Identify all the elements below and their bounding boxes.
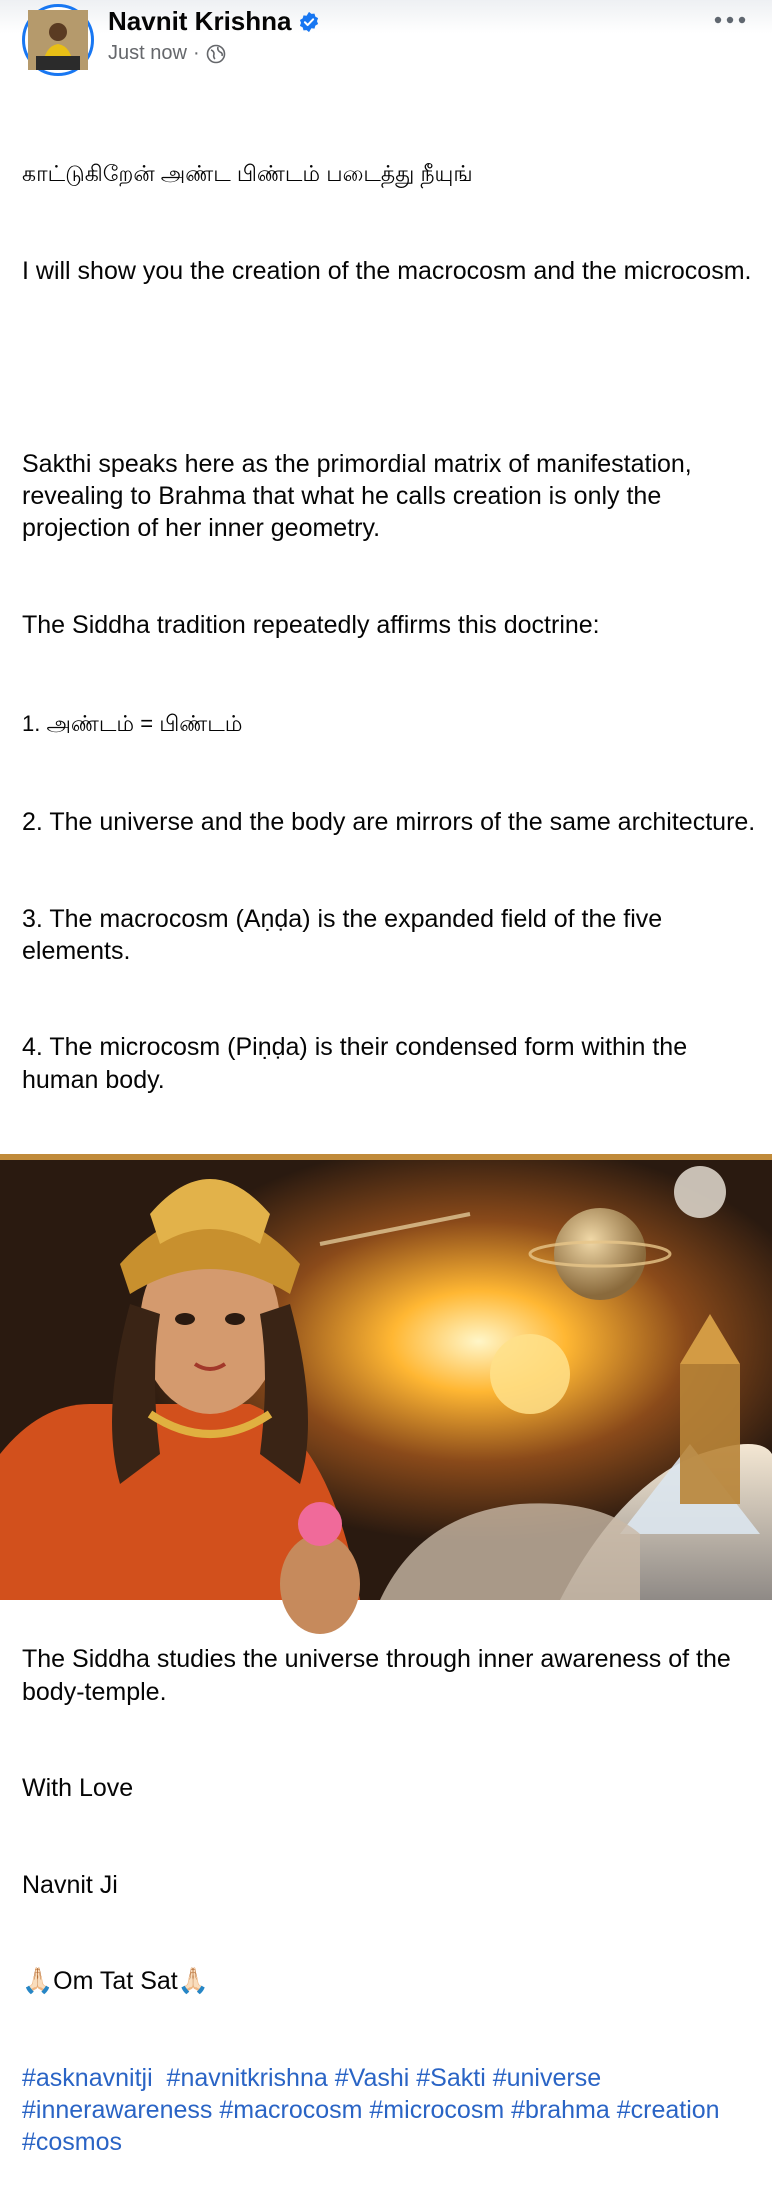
closing-line: The Siddha studies the universe through inner awareness of the body-temple. xyxy=(22,1645,738,1706)
hashtag[interactable]: #microcosm xyxy=(369,2096,505,2125)
meta-separator: · xyxy=(192,42,200,64)
avatar-photo xyxy=(28,10,88,70)
hashtag[interactable]: #cosmos xyxy=(22,2128,123,2157)
list-item-1: 1. அண்டம் = பிண்டம் xyxy=(22,710,243,736)
globe-icon[interactable] xyxy=(206,44,226,64)
post-line-doctrine: The Siddha tradition repeatedly affirms this doctrine: xyxy=(22,611,600,640)
avatar[interactable] xyxy=(22,4,94,76)
post-timestamp[interactable]: Just now xyxy=(108,42,187,64)
hashtag-list xyxy=(22,2062,762,2159)
blank-line xyxy=(22,351,762,383)
hashtag[interactable]: #brahma xyxy=(511,2096,610,2125)
post-header xyxy=(0,0,772,84)
post-body xyxy=(22,94,762,2191)
hashtag[interactable]: #universe xyxy=(492,2063,602,2092)
signature-line-2: Navnit Ji xyxy=(22,1870,118,1899)
hashtag[interactable]: #Sakti xyxy=(416,2063,486,2092)
hashtag[interactable]: #Vashi xyxy=(334,2063,410,2092)
post-line-1: I will show you the creation of the macrocosm and the microcosm. xyxy=(22,256,752,285)
hashtag[interactable]: #navnitkrishna xyxy=(166,2063,328,2092)
tamil-title: காட்டுகிறேன் அண்ட பிண்டம் படைத்து நீயுங் xyxy=(22,161,473,187)
verified-badge-icon xyxy=(298,11,320,33)
signature-line-1: With Love xyxy=(22,1774,134,1803)
hashtag[interactable]: #macrocosm xyxy=(219,2096,363,2125)
om-tat-sat-line: 🙏🏻Om Tat Sat🙏🏻 xyxy=(22,1967,209,1996)
hashtag[interactable]: #innerawareness xyxy=(22,2096,213,2125)
hashtag[interactable]: #creation xyxy=(616,2096,720,2125)
list-item-3: 3. The macrocosm (Aṇḍa) is the expanded field of the five elements. xyxy=(22,904,670,965)
list-item-4: 4. The microcosm (Piṇḍa) is their condensed form within the human body. xyxy=(22,1033,695,1094)
more-options-icon[interactable] xyxy=(712,12,748,28)
post-paragraph-2: Sakthi speaks here as the primordial matrix of manifestation, revealing to Brahma that what he calls creation is only the projection of her inner geometry. xyxy=(22,450,699,543)
list-item-2: 2. The universe and the body are mirrors of the same architecture. xyxy=(22,808,756,837)
hashtag[interactable]: #asknavnitji xyxy=(22,2063,153,2092)
goddess-cosmos-illustration xyxy=(0,1154,772,1600)
post-image[interactable] xyxy=(0,1154,772,1600)
author-name[interactable]: Navnit Krishna xyxy=(108,6,292,36)
